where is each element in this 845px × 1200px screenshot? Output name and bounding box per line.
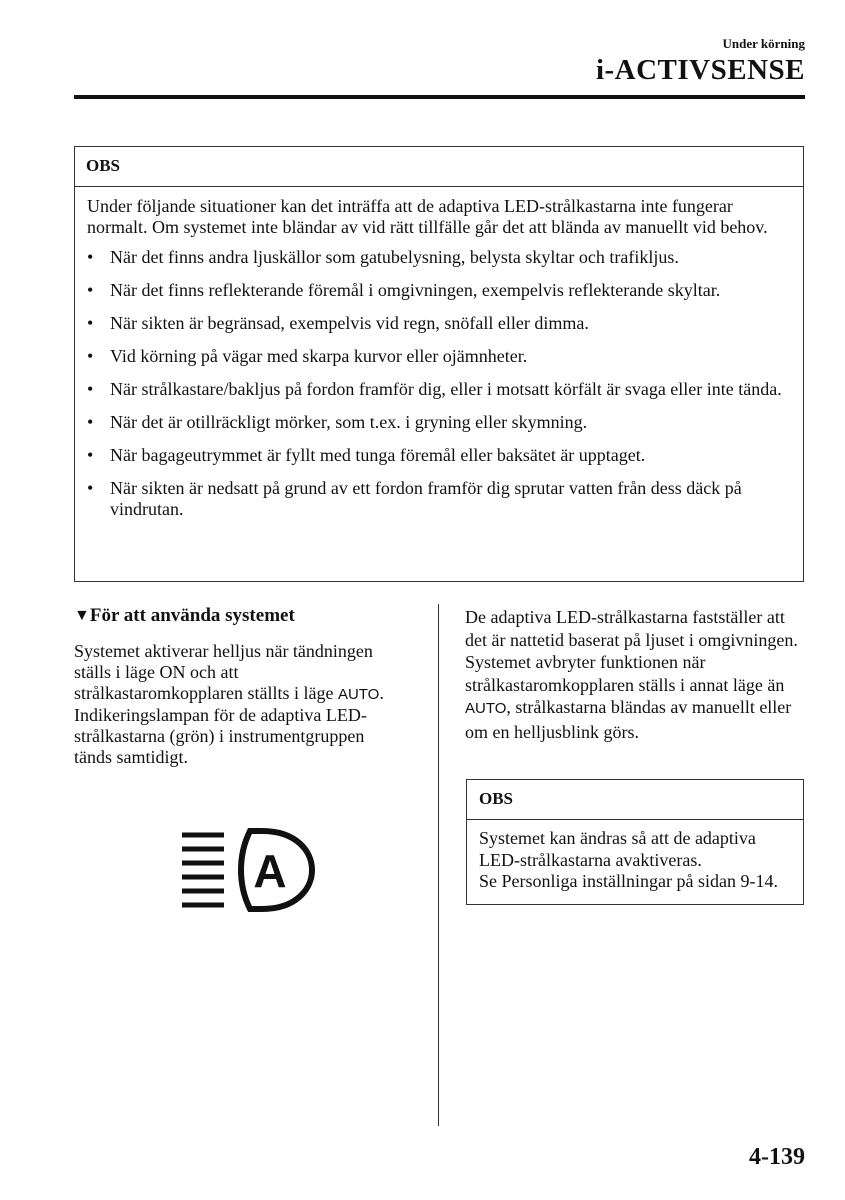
column-divider: [438, 604, 439, 1126]
list-item: • När bagageutrymmet är fyllt med tunga föremål eller baksätet är upptaget.: [75, 445, 803, 466]
left-column: [74, 604, 394, 768]
right-column: [465, 606, 805, 744]
cancel-text-part-1: Systemet avbryter funktionen när strålkastaromkopplaren ställs i annat läge än: [465, 652, 785, 695]
obs-heading: OBS: [75, 147, 803, 187]
obs-note-box: [74, 146, 804, 582]
page-title: i-ACTIVSENSE: [595, 54, 805, 86]
chapter-label: Under körning: [722, 36, 805, 51]
usage-description: [74, 641, 394, 768]
auto-label: AUTO: [465, 700, 507, 718]
obs-bullet-list: [75, 247, 803, 520]
usage-text-part-1: Systemet aktiverar helljus när tändningen ställs i läge ON och att strålkastaromkopplaren ställts i läge: [74, 641, 373, 703]
auto-label: AUTO: [337, 686, 380, 703]
night-detection-text: De adaptiva LED-strålkastarna fastställer att det är nattetid baserat på ljuset i omgivningen.: [465, 607, 798, 650]
obs-intro-text: Under följande situationer kan det inträffa att de adaptiva LED-strålkastarna inte fungerar normalt. Om systemet inte bländar av vid rätt tillfälle går det att blända av manuellt vid behov.: [87, 196, 768, 237]
obs2-line-1: Systemet kan ändras så att de adaptiva LED-strålkastarna avaktiveras.: [479, 828, 756, 870]
triangle-marker-icon: ▼: [74, 607, 90, 624]
list-item: • När det finns andra ljuskällor som gatubelysning, belysta skyltar och trafikljus.: [75, 247, 803, 268]
cancel-text-part-2: , strålkastarna bländas av manuellt eller om en helljusblink görs.: [465, 697, 792, 742]
obs-note-box-2: [466, 779, 804, 905]
auto-high-beam-indicator-icon: [178, 825, 318, 915]
icon-letter: A: [253, 845, 287, 897]
header-divider: [74, 95, 805, 99]
page-number: 4-139: [749, 1144, 805, 1170]
list-item: • När sikten är begränsad, exempelvis vid regn, snöfall eller dimma.: [75, 313, 803, 334]
obs2-line-2: Se Personliga inställningar på sidan 9-14.: [479, 871, 778, 891]
obs-heading: OBS: [467, 780, 803, 820]
list-item: • När strålkastare/bakljus på fordon framför dig, eller i motsatt körfält är svaga eller inte tända.: [75, 379, 803, 400]
section-heading-text: För att använda systemet: [89, 605, 295, 626]
list-item: • När det är otillräckligt mörker, som t.ex. i gryning eller skymning.: [75, 412, 803, 433]
usage-text-part-2: . Indikeringslampan för de adaptiva LED-strålkastarna (grön) i instrumentgruppen tänds samtidigt.: [74, 683, 384, 767]
obs2-text: [479, 828, 795, 893]
list-item: • När det finns reflekterande föremål i omgivningen, exempelvis reflekterande skyltar.: [75, 280, 803, 301]
list-item: • När sikten är nedsatt på grund av ett fordon framför dig sprutar vatten från dess däck på vindrutan.: [75, 478, 803, 520]
section-heading: [74, 604, 394, 628]
list-item: • Vid körning på vägar med skarpa kurvor eller ojämnheter.: [75, 346, 803, 367]
cancel-function-text: [465, 651, 805, 743]
